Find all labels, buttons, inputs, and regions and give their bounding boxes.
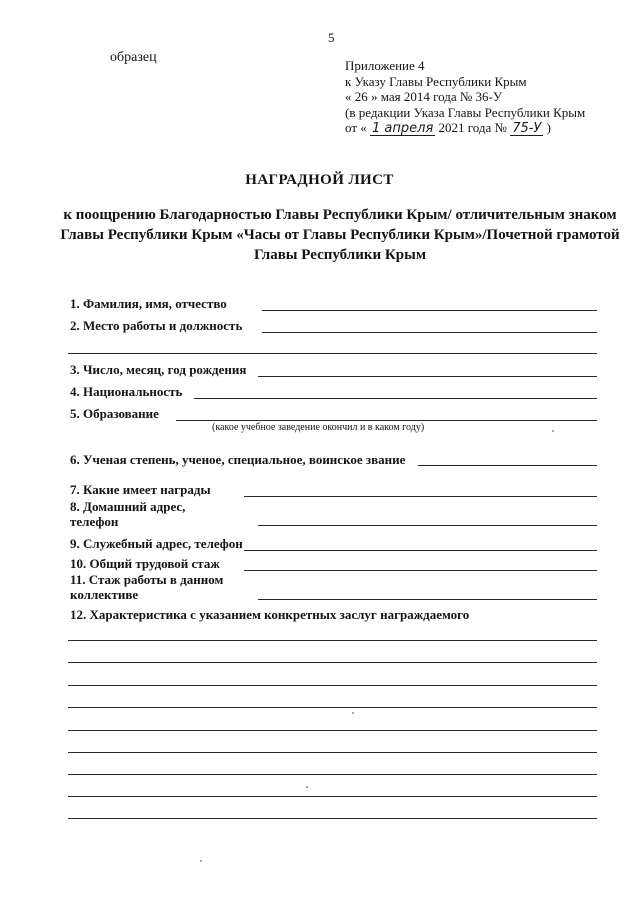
field-12-label: 12. Характеристика с указанием конкретных заслуг награждаемого (70, 607, 470, 622)
field-3-line[interactable] (258, 376, 597, 377)
scan-speck (306, 786, 308, 788)
scan-speck (200, 860, 202, 862)
field-8-label: 8. Домашний адрес, (70, 499, 186, 514)
field-6-line[interactable] (418, 465, 597, 466)
handwritten-number: 75-У (512, 121, 542, 137)
page-number: 5 (328, 30, 335, 45)
field-12-line[interactable] (68, 640, 597, 641)
field-7-line[interactable] (244, 496, 597, 497)
field-2-line[interactable] (262, 332, 597, 333)
appendix-line: (в редакции Указа Главы Республики Крым (345, 104, 586, 120)
field-4-label: 4. Национальность (70, 384, 183, 399)
field-7-label: 7. Какие имеет награды (70, 482, 211, 497)
scan-speck (352, 712, 354, 714)
field-11-line[interactable] (258, 599, 597, 600)
field-12-line[interactable] (68, 662, 597, 663)
field-12-line[interactable] (68, 707, 597, 708)
field-12-line[interactable] (68, 774, 597, 775)
appendix-block (345, 58, 585, 136)
field-6-label: 6. Ученая степень, ученое, специальное, воинское звание (70, 452, 406, 467)
field-8-line[interactable] (258, 525, 597, 526)
field-10-label: 10. Общий трудовой стаж (70, 556, 220, 571)
field-12-line[interactable] (68, 730, 597, 731)
appendix-amendment-line (345, 120, 585, 136)
appendix-line: Приложение 4 (345, 58, 425, 73)
field-5-label: 5. Образование (70, 406, 159, 421)
field-2-line-extra[interactable] (68, 353, 597, 354)
field-8-label-cont: телефон (70, 514, 119, 529)
document-title: НАГРАДНОЙ ЛИСТ (245, 172, 394, 188)
field-5-note: (какое учебное заведение окончил и в каком году) (212, 422, 425, 433)
field-11-label: 11. Стаж работы в данном (70, 572, 224, 587)
field-12-line[interactable] (68, 796, 597, 797)
sample-label: образец (110, 50, 157, 65)
field-12-line[interactable] (68, 752, 597, 753)
field-1-line[interactable] (262, 310, 597, 311)
field-12-line[interactable] (68, 818, 597, 819)
scan-speck (552, 430, 554, 432)
field-9-label: 9. Служебный адрес, телефон (70, 536, 243, 551)
field-11-label-cont: коллективе (70, 587, 139, 602)
amendment-middle: 2021 года № (438, 120, 507, 136)
appendix-line: « 26 » мая 2014 года № 36-У (345, 89, 503, 105)
field-12-line[interactable] (68, 685, 597, 686)
field-2-label: 2. Место работы и должность (70, 318, 243, 333)
handwritten-date: 1 апреля (372, 121, 434, 137)
field-4-line[interactable] (194, 398, 597, 399)
document-subtitle: к поощрению Благодарностью Главы Республики Крым/ отличительным знаком Главы Республики Крым «Часы от Главы Республики Крым»/Почетной грамотой Главы Республики Крым (60, 207, 620, 263)
appendix-line: к Указу Главы Республики Крым (345, 73, 527, 89)
field-10-line[interactable] (244, 570, 597, 571)
field-1-label: 1. Фамилия, имя, отчество (70, 296, 227, 311)
amendment-prefix: от « (345, 120, 367, 136)
field-9-line[interactable] (244, 550, 597, 551)
field-3-label: 3. Число, месяц, год рождения (70, 362, 247, 377)
field-5-line[interactable] (176, 420, 597, 421)
amendment-suffix: ) (546, 120, 551, 136)
